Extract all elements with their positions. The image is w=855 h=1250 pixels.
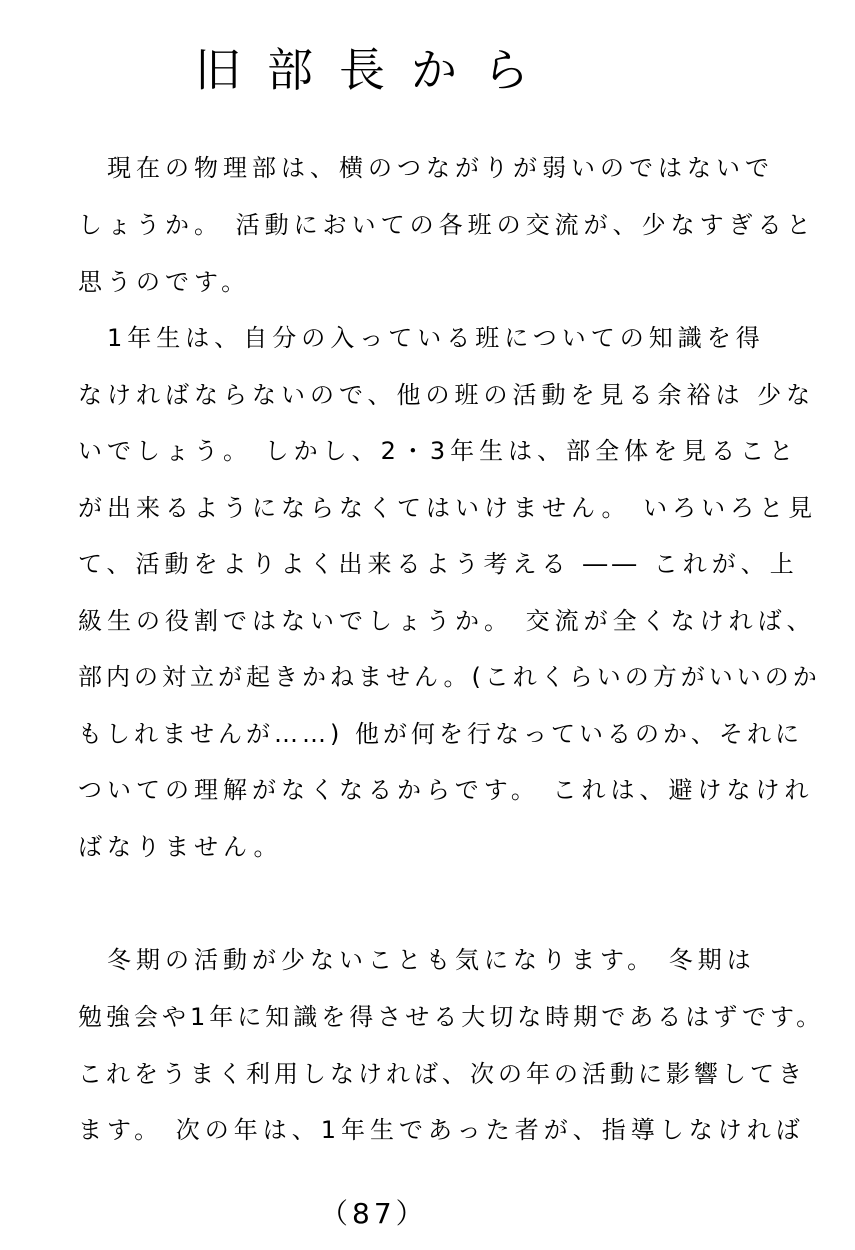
text-line: しょうか。 活動においての各班の交流が、少なすぎると xyxy=(78,211,816,239)
text-line: ついての理解がなくなるからです。 これは、避けなけれ xyxy=(78,776,814,804)
text-line: が出来るようにならなくてはいけません。 いろいろと見 xyxy=(78,494,818,522)
text-line: 勉強会や1年に知識を得させる大切な時期であるはずです。 xyxy=(78,1003,825,1031)
text-line: いでしょう。 しかし、2・3年生は、部全体を見ること xyxy=(78,437,799,465)
text-line: 部内の対立が起きかねません。(これくらいの方がいいのか xyxy=(78,663,821,691)
text-line: 級生の役割ではないでしょうか。 交流が全くなければ、 xyxy=(78,607,816,635)
page-number: （87） xyxy=(320,1197,428,1230)
text-line: なければならないので、他の班の活動を見る余裕は 少な xyxy=(78,381,816,409)
text-line: 思うのです。 xyxy=(78,268,251,296)
text-line: 1年生は、自分の入っている班についての知識を得 xyxy=(78,324,765,352)
page-title: 旧部長から xyxy=(195,43,555,97)
text-line: ばなりません。 xyxy=(78,833,283,861)
text-line: もしれませんが……) 他が何を行なっているのか、それに xyxy=(78,720,803,748)
text-line: 現在の物理部は、横のつながりが弱いのではないで xyxy=(78,154,774,182)
text-line: て、活動をよりよく出来るよう考える ―― これが、上 xyxy=(78,550,799,578)
text-line: 冬期の活動が少ないことも気になります。 冬期は xyxy=(78,946,756,974)
text-line: ます。 次の年は、1年生であった者が、指導しなければ xyxy=(78,1116,805,1144)
text-line: これをうまく利用しなければ、次の年の活動に影響してき xyxy=(78,1060,806,1088)
